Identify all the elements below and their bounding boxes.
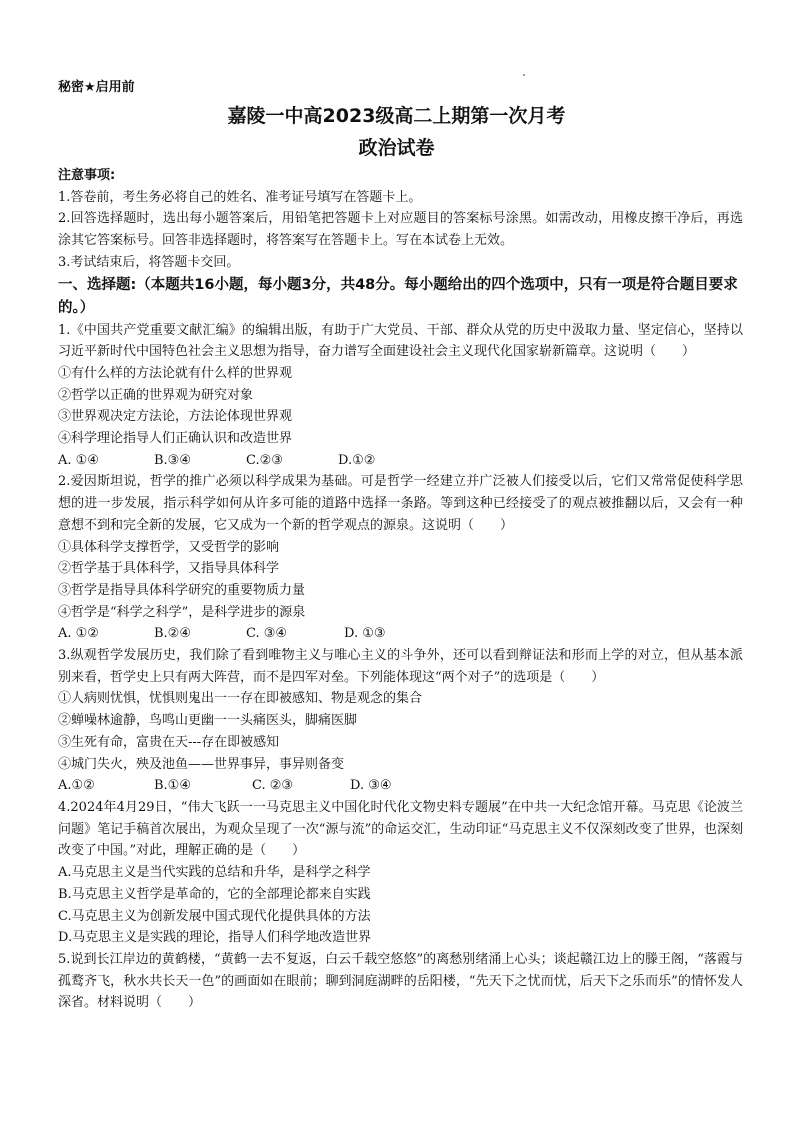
question-item: ①人病则忧惧，忧惧则鬼出一一存在即被感知、物是观念的集合 xyxy=(58,691,423,707)
answer-options xyxy=(58,450,743,472)
question-stem: 4.2024年4月29日，“伟大飞跃一一马克思主义中国化时代化文物史料专题展”在中共一大纪念馆开幕。马克思《论波兰问题》笔记手稿首次展出，为观众呈现了一次“源与流”的命运交汇，生动印证“马克思主义不仅深刻改变了世界，也深刻改变了中国。”对此，理解正确的是（ ） xyxy=(58,799,743,859)
question-item: ②哲学以正确的世界观为研究对象 xyxy=(58,387,254,403)
question-stem: 5.说到长江岸边的黄鹤楼，“黄鹤一去不复返，白云千载空悠悠”的离愁别绪涌上心头；谈起赣江边上的滕王阁，“落霞与孤鹜齐飞，秋水共长天一色”的画面如在眼前；聊到洞庭湖畔的岳阳楼，“先天下之忧而忧，后天下之乐而乐”的情怀发人深省。材料说明（ ） xyxy=(58,951,743,1011)
confidential-mark: 秘密★启用前 xyxy=(58,80,135,95)
notes-heading: 注意事项: xyxy=(58,168,116,183)
section-title: 一、选择题:（本题共16小题，每小题3分，共48分。每小题给出的四个选项中，只有一项是符合题目要求的。） xyxy=(58,276,738,316)
question-choice: B.马克思主义哲学是革命的，它的全部理论都来自实践 xyxy=(58,886,371,902)
question-stem: 2.爱因斯坦说，哲学的推广必须以科学成果为基础。可是哲学一经建立并广泛被人们接受以后，它们又常常促使科学思想的进一步发展，指示科学如何从许多可能的道路中选择一条路。等到这种已经接受了的观点被推翻以后，又会有一种意想不到和完全新的发展，它又成为一个新的哲学观点的源泉。这说明（ ） xyxy=(58,474,743,533)
question-item: ③生死有命，富贵在天---存在即被感知 xyxy=(58,734,280,750)
option-c: C. ②③ xyxy=(252,778,294,794)
option-b: B.①④ xyxy=(154,778,191,794)
question-choice: D.马克思主义是实践的理论，指导人们科学地改造世界 xyxy=(58,930,372,946)
question-item: ④科学理论指导人们正确认识和改造世界 xyxy=(58,431,293,447)
option-b: B.②④ xyxy=(154,626,191,642)
question-item: ③世界观决定方法论，方法论体现世界观 xyxy=(58,409,293,425)
option-c: C.②③ xyxy=(246,452,283,468)
question-item: ②蝉噪林逾静，鸟鸣山更幽一一头痛医头，脚痛医脚 xyxy=(58,713,358,729)
note-item: 3.考试结束后，将答题卡交回。 xyxy=(58,254,240,270)
option-d: D.①② xyxy=(338,452,376,468)
question-stem: 1.《中国共产党重要文献汇编》的编辑出版，有助于广大党员、干部、群众从党的历史中汲取力量、坚定信心，坚持以习近平新时代中国特色社会主义思想为指导，奋力谱写全面建设社会主义现代化国家崭新篇章。这说明（ ） xyxy=(58,322,743,360)
option-c: C. ③④ xyxy=(246,626,288,642)
question-stem: 3.纵观哲学发展历史，我们除了看到唯物主义与唯心主义的斗争外，还可以看到辩证法和形而上学的对立，但从基本派别来看，哲学史上只有两大阵营，而不是四军对垒。下列能体现这“两个对子”的选项是（ ） xyxy=(58,648,743,685)
question-item: ②哲学基于具体科学，又指导具体科学 xyxy=(58,561,280,577)
scan-dot xyxy=(523,74,525,76)
exam-title: 嘉陵一中高2023级高二上期第一次月考 xyxy=(227,105,566,127)
exam-subtitle: 政治试卷 xyxy=(358,137,435,159)
question-choice: A.马克思主义是当代实践的总结和升华，是科学之科学 xyxy=(58,865,371,881)
option-a: A. ①④ xyxy=(58,452,99,468)
option-d: D. ①③ xyxy=(344,626,386,642)
exam-body xyxy=(58,165,743,1014)
answer-options xyxy=(58,775,743,797)
question-item: ①具体科学支撑哲学，又受哲学的影响 xyxy=(58,539,280,555)
question-item: ①有什么样的方法论就有什么样的世界观 xyxy=(58,365,293,381)
note-item: 1.答卷前，考生务必将自己的姓名、准考证号填写在答题卡上。 xyxy=(58,189,422,205)
question-item: ③哲学是指导具体科学研究的重要物质力量 xyxy=(58,582,306,598)
question-item: ④哲学是“科学之科学”，是科学进步的源泉 xyxy=(58,604,306,620)
question-choice: C.马克思主义为创新发展中国式现代化提供具体的方法 xyxy=(58,908,371,924)
option-d: D. ③④ xyxy=(350,778,392,794)
option-a: A.①② xyxy=(58,778,95,794)
answer-options xyxy=(58,623,743,645)
option-b: B.③④ xyxy=(154,452,191,468)
option-a: A. ①② xyxy=(58,626,99,642)
question-item: ④城门失火，殃及池鱼——世界事异，事异则备变 xyxy=(58,756,345,772)
note-item: 2.回答选择题时，选出每小题答案后，用铅笔把答题卡上对应题目的答案标号涂黑。如需改动，用橡皮擦干净后，再选涂其它答案标号。回答非选择题时，将答案写在答题卡上。写在本试卷上无效。 xyxy=(58,211,743,249)
